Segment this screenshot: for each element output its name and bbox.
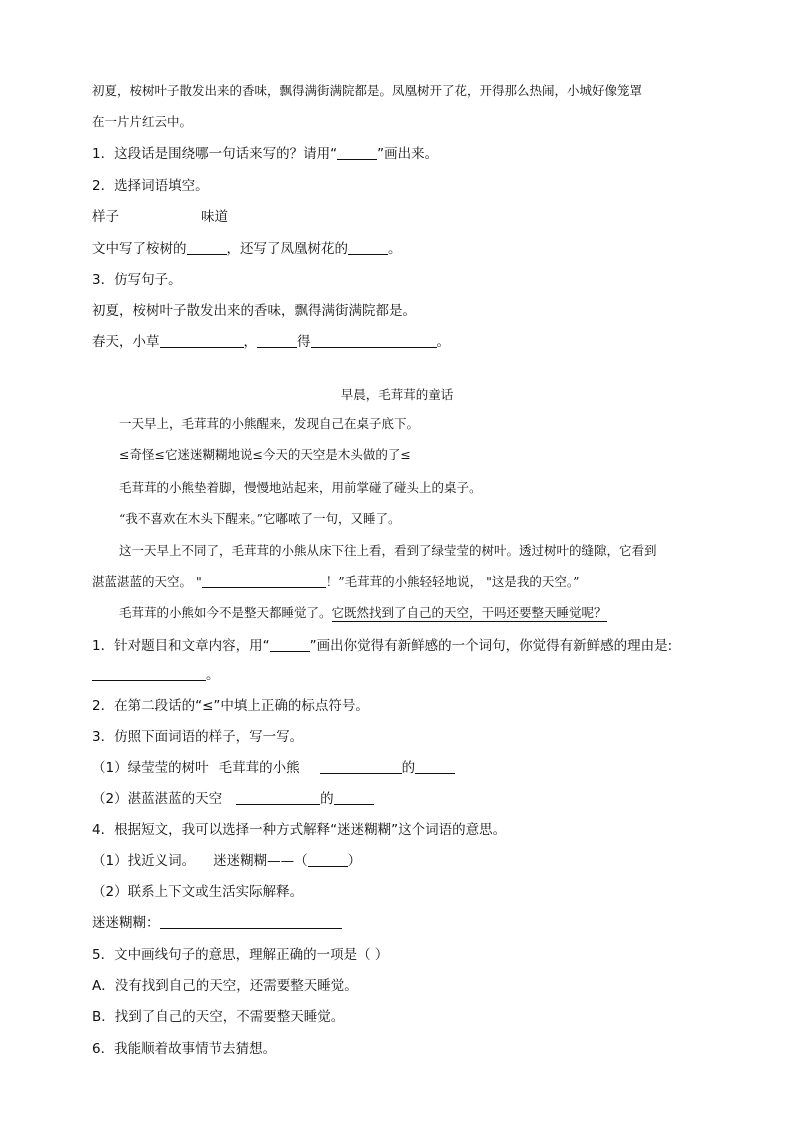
q3-text-1: 春天，小草: [92, 334, 160, 350]
answer-blank[interactable]: [187, 240, 227, 255]
q3-text-4: 。: [436, 334, 450, 350]
question-2-4-answer: [92, 914, 342, 932]
q2-text-3: 。: [388, 241, 402, 257]
question-2-3-item-2: [92, 790, 374, 808]
answer-blank[interactable]: [270, 637, 310, 652]
question-2-3: 3．仿照下面词语的样子，写一写。: [92, 729, 304, 745]
question-3-sentence: [92, 333, 450, 351]
question-2-3-item-1: [92, 759, 455, 777]
passage2-paragraph-6: [119, 604, 607, 622]
q2-3-1a: （1）绿莹莹的树叶: [92, 760, 209, 776]
question-2-6: 6．我能顺着故事情节去猜想。: [92, 1041, 277, 1057]
passage2-paragraph-2: ≤奇怪≤它迷迷糊糊地说≤今天的天空是木头做的了≤: [119, 447, 411, 462]
question-1-text-pre: 1．这段话是围绕哪一句话来写的？请用“: [92, 146, 338, 162]
q2-text-1: 文中写了桉树的: [92, 241, 187, 257]
q2-text-2: ，还写了凤凰树花的: [226, 241, 348, 257]
question-1-text-post: ”画出来。: [377, 146, 439, 162]
question-2-4-item-2: （2）联系上下文或生活实际解释。: [92, 884, 304, 900]
q2-3-2a: （2）湛蓝湛蓝的天空: [92, 791, 223, 807]
passage2-paragraph-3: 毛茸茸的小熊垫着脚，慢慢地站起来，用前掌碰了碰头上的桌子。: [119, 480, 482, 495]
answer-blank[interactable]: [337, 145, 377, 160]
q2-3-2c: 的: [320, 791, 334, 807]
passage2-paragraph-4: “我不喜欢在木头下醒来。”它嘟哝了一句，又睡了。: [119, 511, 401, 526]
question-2-1: [92, 637, 672, 655]
answer-blank[interactable]: [348, 240, 388, 255]
passage1-line2: 在一片片红云中。: [92, 114, 193, 129]
passage1-line1: 初夏，桉树叶子散发出来的香味，飘得满街满院都是。凤凰树开了花，开得那么热闹，小城好像笼罩: [92, 83, 643, 98]
q2-1-text-post: ”画出你觉得有新鲜感的一个词句，你觉得有新鲜感的理由是:: [309, 638, 673, 654]
option-b[interactable]: B．找到了自己的天空，不需要整天睡觉。: [92, 1009, 345, 1025]
word-options: [92, 208, 228, 226]
answer-blank[interactable]: [92, 666, 206, 681]
word-option-2: 味道: [201, 209, 228, 225]
answer-blank[interactable]: [415, 759, 455, 774]
q2-3-1b: 毛茸茸的小熊: [218, 760, 300, 776]
p5b-text-pre: 湛蓝湛蓝的天空。 ": [92, 574, 202, 589]
passage2-paragraph-5a: 这一天早上不同了，毛茸茸的小熊从床下往上看，看到了绿莹莹的树叶。透过树叶的缝隙，它看到: [119, 543, 657, 558]
answer-blank[interactable]: [320, 759, 402, 774]
q3-text-3: 得: [297, 334, 311, 350]
answer-blank[interactable]: [334, 790, 374, 805]
q2-3-1c: 的: [401, 760, 416, 776]
question-2-2: 2．在第二段话的“≤”中填上正确的标点符号。: [92, 698, 369, 714]
passage2-paragraph-1: 一天早上，毛茸茸的小熊醒来，发现自己在桌子底下。: [119, 416, 420, 431]
passage2-title: 早晨，毛茸茸的童话: [340, 387, 454, 402]
q3-text-2: ，: [243, 334, 257, 350]
underlined-sentence: 它既然找到了自己的天空，干吗还要整天睡觉呢？: [331, 605, 607, 620]
question-2-5: 5．文中画线句子的意思，理解正确的一项是（ ）: [92, 947, 389, 963]
answer-blank[interactable]: [202, 573, 326, 588]
question-3-title: 3．仿写句子。: [92, 272, 182, 288]
answer-blank[interactable]: [160, 333, 244, 348]
q2-4-1c: ）: [347, 853, 362, 869]
question-2-title: 2．选择词语填空。: [92, 178, 209, 194]
q2-1-end: 。: [206, 667, 220, 683]
option-a[interactable]: A．没有找到自己的天空，还需要整天睡觉。: [92, 978, 358, 994]
q2-4-1a: （1）找近义词。: [92, 853, 196, 869]
question-3-example: 初夏，桉树叶子散发出来的香味，飘得满街满院都是。: [92, 303, 416, 319]
p6-text-plain: 毛茸茸的小熊如今不是整天都睡觉了。: [119, 605, 332, 620]
answer-blank[interactable]: [311, 333, 437, 348]
q2-4-answer-label: 迷迷糊糊：: [92, 915, 160, 931]
question-2-4-item-1: [92, 852, 361, 870]
p5b-text-post: ！”毛茸茸的小熊轻轻地说， "这是我的天空。”: [325, 574, 580, 589]
question-2-4: 4．根据短文，我可以选择一种方式解释“迷迷糊糊”这个词语的意思。: [92, 822, 507, 838]
question-1: [92, 145, 438, 163]
word-option-1: 样子: [92, 209, 119, 225]
question-2-sentence: [92, 240, 402, 258]
question-2-1-answer: [92, 666, 220, 684]
q2-1-text-pre: 1．针对题目和文章内容，用“: [92, 638, 270, 654]
q2-4-1b: 迷迷糊糊——（: [213, 853, 308, 869]
passage2-paragraph-5b: [92, 573, 580, 591]
answer-blank[interactable]: [308, 852, 348, 867]
answer-blank[interactable]: [257, 333, 297, 348]
answer-blank[interactable]: [236, 790, 320, 805]
answer-blank[interactable]: [160, 914, 342, 929]
